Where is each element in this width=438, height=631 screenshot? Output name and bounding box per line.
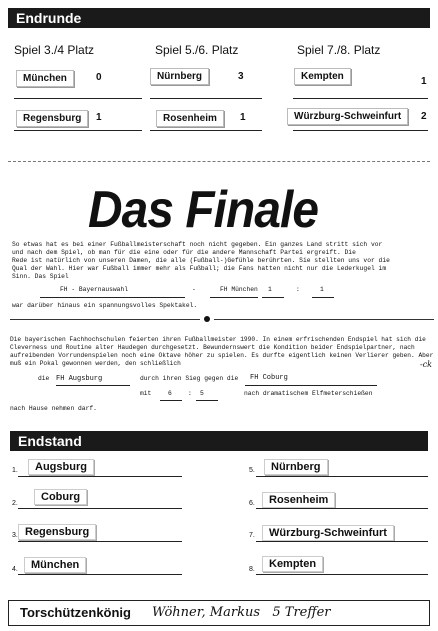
group2-line-1 [150,98,262,99]
rank-number: 4. [12,566,18,573]
finale-intro [12,241,432,281]
match-away: FH München [220,286,258,293]
intro-line: und nach dem Spiel, ob man für die eine oder für die andere Mannschaft Partei ergreift. Die [12,249,356,256]
match-line-3 [262,297,284,298]
rank-team: Coburg [34,489,87,505]
rank-team: Rosenheim [262,492,335,508]
endstand-title: Endstand [18,433,82,449]
die-label: die [38,375,50,382]
rank-number: 8. [249,566,255,573]
rank-team: Kempten [262,556,323,572]
rank-team: Nürnberg [264,459,328,475]
torschuetzen-label: Torschützenkönig [20,605,131,620]
torschuetzen-value: Wöhner, Markus 5 Treffer [152,605,331,620]
group1-home-score: 0 [96,72,102,83]
intro-line: Rede ist natürlich von unseren Damen, die alle (Fußball-)Gefühle berührten. Sie stellten uns vor die [12,257,390,264]
rank-number: 2. [12,500,18,507]
group1-home-team: München [16,70,74,87]
final-score-home: 6 [168,390,172,397]
divider-left [10,319,200,320]
rank-line [256,541,428,542]
match-line-1 [40,297,185,298]
group2-away-score: 1 [240,112,246,123]
group3-home-team: Kempten [294,68,351,85]
final-line-1 [160,400,182,401]
margin-note: -ck [420,360,433,369]
match-score-away: 1 [320,286,324,293]
section-separator [8,161,430,162]
endrunde-header [8,8,430,28]
group1-line-1 [14,98,142,99]
loser-team: FH Coburg [250,374,288,382]
group2-away-team: Rosenheim [156,110,224,127]
rank-team: Regensburg [18,524,96,540]
body-line: Die bayerischen Fachhochschulen feierten ihren Fußballmeister 1990. In einem erfrischenden Endspiel hat sich die [10,336,426,343]
rank-line [18,574,182,575]
rank-number: 3. [12,532,18,539]
rank-line [256,574,428,575]
group-title-5-6: Spiel 5./6. Platz [155,43,239,57]
rank-team: Augsburg [28,459,94,475]
group1-line-2 [14,130,142,131]
final-score-away: 5 [200,390,204,397]
rank-line [256,476,428,477]
group3-line-2 [293,130,428,131]
group1-away-score: 1 [96,112,102,123]
group2-home-team: Nürnberg [150,68,209,85]
winner-team: FH Augsburg [56,375,103,383]
match-colon: : [296,286,300,293]
endrunde-title: Endrunde [16,10,82,26]
after-match: war darüber hinaus ein spannungsvolles Spektakel. [12,302,198,309]
mit-label: mit [140,390,152,397]
rank-number: 7. [249,532,255,539]
body-line: aufreibenden Vorrundenspielen noch eine Oktave höher zu spielen. Es durfte eigentlich keinen Verlierer geben. Aber [10,352,434,359]
durch-label: durch ihren Sieg gegen die [140,375,239,382]
rank-line [256,508,428,509]
match-line-2 [210,297,258,298]
match-line-4 [312,297,334,298]
finale-title: Das Finale [88,181,319,239]
winner-line [56,385,130,386]
divider-right [214,319,434,320]
group2-home-score: 3 [238,71,244,82]
rank-line [18,476,182,477]
rank-number: 1. [12,467,18,474]
group1-away-team: Regensburg [16,110,88,127]
rank-team: München [24,557,86,573]
body-line: Cleverness und Routine alter Haudegen durchgesetzt. Bewundernswert die Kondition beider Endspielpartner, nach [10,344,415,351]
intro-line: Qual der Wahl. Hier war Fußball immer mehr als Fußball; die Fans hatten nicht nur die Lederkugel im [12,265,387,272]
rank-number: 6. [249,500,255,507]
divider-dot [204,316,210,322]
match-score-home: 1 [268,286,272,293]
final-line-2 [196,400,218,401]
loser-line [245,385,377,386]
finale-body [10,336,435,368]
endstand-header [10,431,428,451]
rank-line [18,541,182,542]
group3-line-1 [293,98,428,99]
nach-label: nach dramatischem Elfmeterschießen [244,390,373,397]
intro-line: So etwas hat es bei einer Fußballmeisterschaft noch nicht gegeben. Ein ganzes Land stritt sich vor [12,241,383,248]
intro-line: Sinn. Das Spiel [12,273,69,280]
group3-home-score: 1 [421,76,427,87]
nach-hause-label: nach Hause nehmen darf. [10,405,97,412]
group2-line-2 [150,130,262,131]
rank-number: 5. [249,467,255,474]
final-colon: : [188,390,192,397]
group3-away-score: 2 [421,111,427,122]
group3-away-team: Würzburg-Schweinfurt [287,108,408,125]
match-home: FH - Bayernauswahl [60,286,129,293]
rank-team: Würzburg-Schweinfurt [262,525,394,541]
body-line: muß ein Pokal gewonnen werden, den schließlich [10,360,181,367]
group-title-3-4: Spiel 3./4 Platz [14,43,95,57]
match-dash: - [192,286,196,293]
group-title-7-8: Spiel 7./8. Platz [297,43,381,57]
rank-line [18,508,182,509]
